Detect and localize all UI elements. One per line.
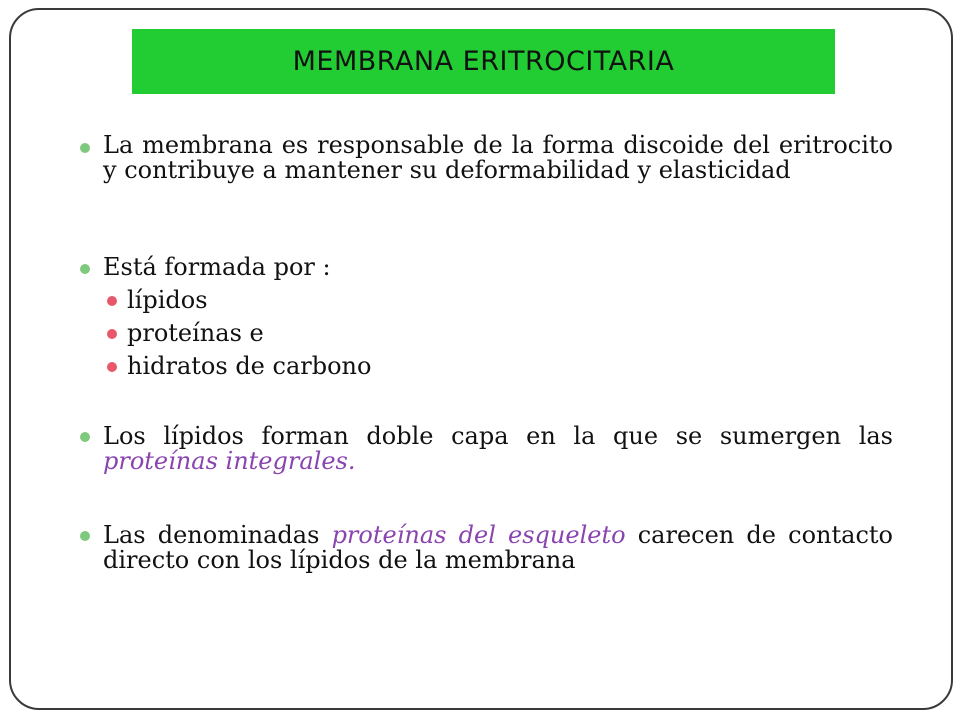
- bullet-text-4-end: carecen de contacto directo con los lípidos de la membrana: [103, 521, 893, 574]
- highlight-integral-proteins: proteínas integrales.: [103, 447, 356, 475]
- sub-item-1: lípidos: [127, 286, 208, 314]
- bullet-text-4-start: Las denominadas: [103, 521, 332, 549]
- bullet-text-2: Está formada por :: [103, 253, 331, 281]
- bullet-text-3-main: Los lípidos forman doble capa en la que se sumergen las: [103, 422, 893, 450]
- sub-bullet-dot: [107, 296, 117, 306]
- bullet-text-3: [103, 424, 893, 474]
- sub-bullet-dot: [107, 329, 117, 339]
- bullet-dot: [80, 531, 90, 541]
- bullet-text-4: [103, 523, 893, 573]
- sub-item-2: proteínas e: [127, 319, 264, 347]
- bullet-dot: [80, 432, 90, 442]
- highlight-skeleton-proteins: proteínas del esqueleto: [331, 521, 626, 549]
- slide-title: MEMBRANA ERITROCITARIA: [292, 46, 675, 77]
- bullet-dot: [80, 143, 90, 153]
- sub-item-3: hidratos de carbono: [127, 352, 372, 380]
- bullet-dot: [80, 264, 90, 274]
- bullet-text-1: La membrana es responsable de la forma discoide del eritrocito y contribuye a mantener su deformabilidad y elasticidad: [103, 131, 893, 184]
- sub-bullet-dot: [107, 362, 117, 372]
